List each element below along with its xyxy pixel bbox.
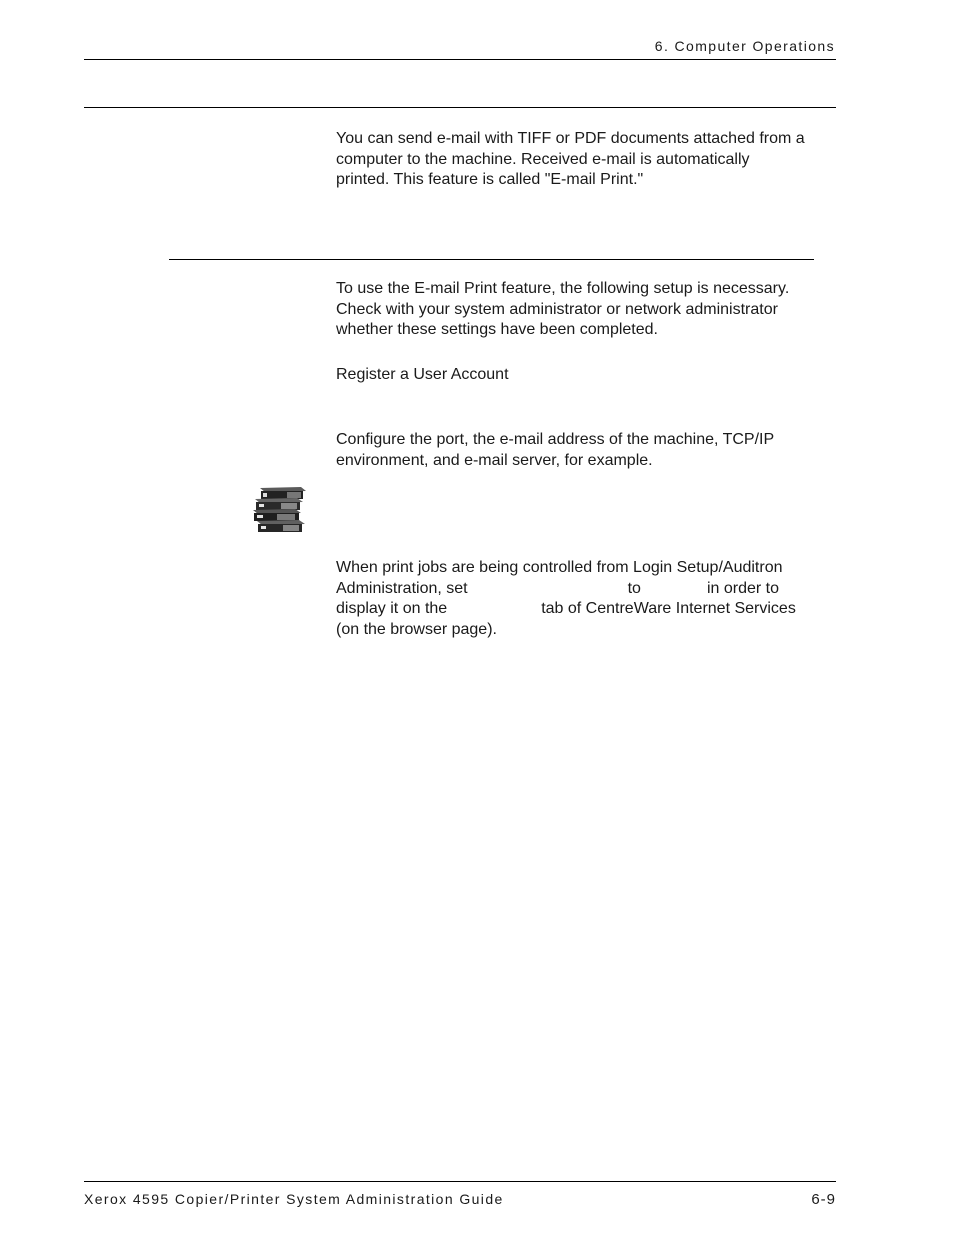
note-text: in order to	[706, 579, 779, 597]
intro-paragraph	[336, 129, 836, 191]
intro-line: You can send e-mail with TIFF or PDF documents attached from a	[336, 130, 805, 147]
page-number: 6-9	[811, 1191, 836, 1208]
note-paragraph	[336, 558, 836, 640]
section-rule	[84, 107, 836, 108]
setup-paragraph	[336, 279, 836, 341]
note-text: Administration, set	[336, 579, 468, 597]
note-line-3	[336, 599, 836, 620]
note-line: When print jobs are being controlled from Login Setup/Auditron	[336, 559, 783, 576]
intro-line: printed. This feature is called "E-mail Print."	[336, 171, 644, 188]
note-text: to	[627, 579, 641, 597]
setup-step-1	[336, 365, 836, 386]
step-1-text: Register a User Account	[336, 366, 509, 383]
setup-line: Check with your system administrator or network administrator	[336, 300, 778, 318]
subsection-rule	[169, 259, 814, 260]
header-rule	[84, 59, 836, 60]
setup-line: whether these settings have been completed.	[336, 321, 658, 338]
note-text: tab of CentreWare Internet Services	[541, 600, 796, 617]
footer-rule	[84, 1181, 836, 1182]
setup-line: To use the E-mail Print feature, the following setup is necessary.	[336, 280, 790, 297]
step-2-line: environment, and e-mail server, for example.	[336, 451, 653, 469]
note-line: (on the browser page).	[336, 620, 497, 638]
step-2-line: Configure the port, the e-mail address of the machine, TCP/IP	[336, 431, 775, 448]
note-text: display it on the	[336, 600, 448, 617]
setup-step-2	[336, 430, 836, 471]
book-stack-icon	[251, 485, 309, 533]
intro-line: computer to the machine. Received e-mail is automatically	[336, 150, 750, 168]
note-line-2	[336, 579, 836, 600]
running-header: 6. Computer Operations	[654, 38, 835, 54]
footer-guide-title: Xerox 4595 Copier/Printer System Administration Guide	[84, 1191, 504, 1207]
